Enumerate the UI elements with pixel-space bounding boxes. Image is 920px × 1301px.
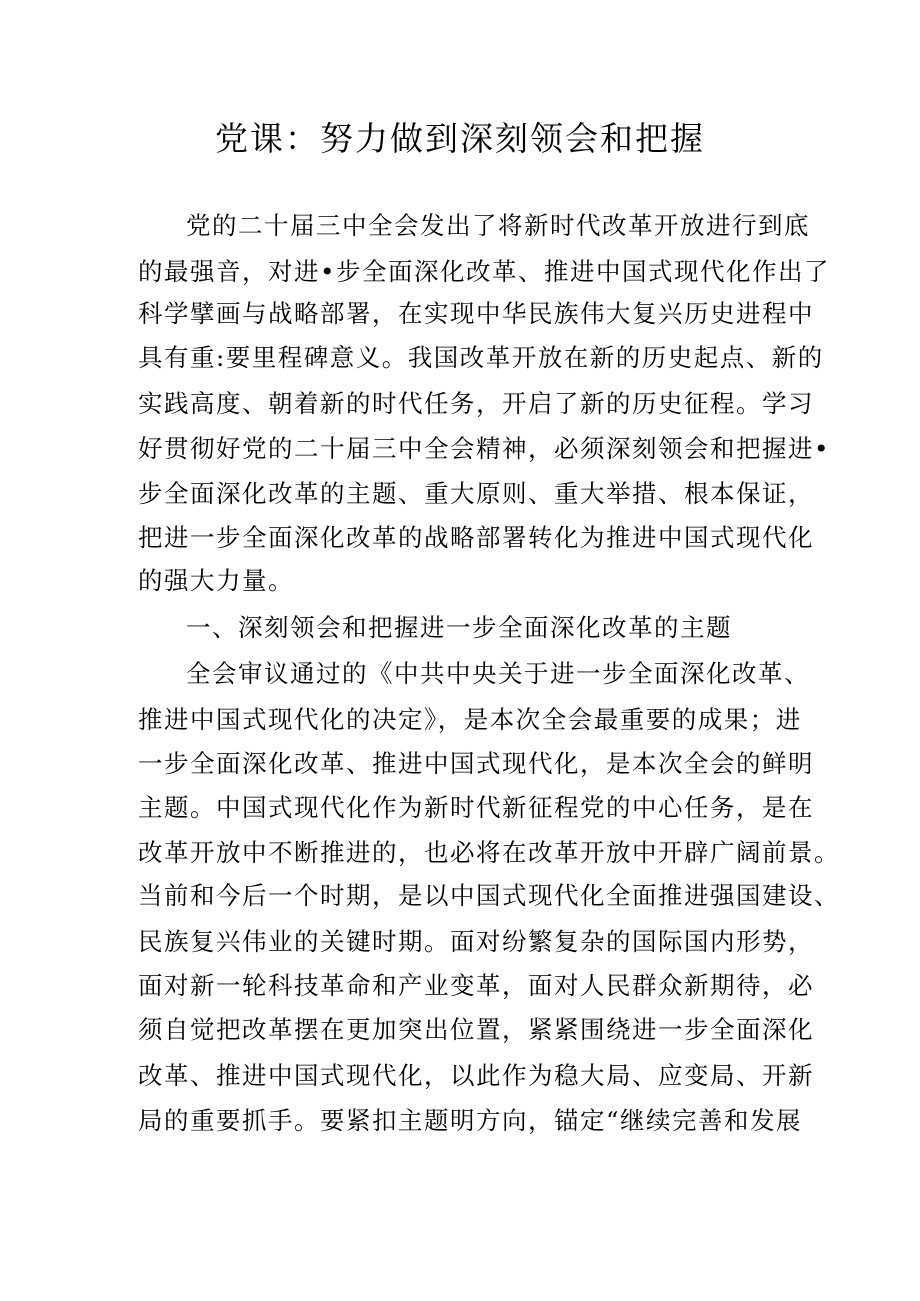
text-line: 改革、推进中国式现代化，以此作为稳大局、应变局、开新 <box>138 1061 814 1090</box>
text-line: 推进中国式现代化的决定》，是本次全会最重要的成果；进 <box>138 705 802 734</box>
text-line: 把进一步全面深化改革的战略部署转化为推进中国式现代化 <box>138 523 814 552</box>
text-line: 面对新一轮科技革命和产业变革，面对人民群众新期待，必 <box>138 971 814 1000</box>
text-line: 具有重:要里程碑意义。我国改革开放在新的历史起点、新的 <box>138 343 824 372</box>
text-line: 一步全面深化改革、推进中国式现代化，是本次全会的鲜明 <box>138 749 814 778</box>
text-line: 的最强音，对进•步全面深化改革、推进中国式现代化作出了 <box>138 257 830 286</box>
text-line: 改革开放中不断推进的，也必将在改革开放中开辟广阔前景。 <box>138 838 840 867</box>
text-line: 实践高度、朝着新的时代任务，开启了新的历史征程。学习 <box>138 389 814 418</box>
text-line: 好贯彻好党的二十届三中全会精神，必须深刻领会和把握进• <box>138 434 830 463</box>
text-line: 全会审议通过的《中共中央关于进一步全面深化改革、 <box>186 659 810 688</box>
text-line: 主题。中国式现代化作为新时代新征程党的中心任务，是在 <box>138 793 814 822</box>
document-title: 党课：努力做到深刻领会和把握 <box>215 119 705 158</box>
text-line: 步全面深化改革的主题、重大原则、重大举措、根本保证， <box>138 479 814 508</box>
text-line: 科学擘画与战略部署，在实现中华民族伟大复兴历史进程中 <box>138 299 814 328</box>
text-line: 的强大力量。 <box>138 566 294 595</box>
text-line: 民族复兴伟业的关键时期。面对纷繁复杂的国际国内形势， <box>138 927 814 956</box>
text-line: 局的重要抓手。要紧扣主题明方向，锚定“继续完善和发展 <box>138 1106 803 1135</box>
section-heading: 一、深刻领会和把握进一步全面深化改革的主题 <box>186 613 732 642</box>
text-line: 须自觉把改革摆在更加突出位置，紧紧围绕进一步全面深化 <box>138 1015 814 1044</box>
text-line: 当前和今后一个时期，是以中国式现代化全面推进强国建设、 <box>138 881 840 910</box>
text-line: 党的二十届三中全会发出了将新时代改革开放进行到底 <box>186 211 810 240</box>
